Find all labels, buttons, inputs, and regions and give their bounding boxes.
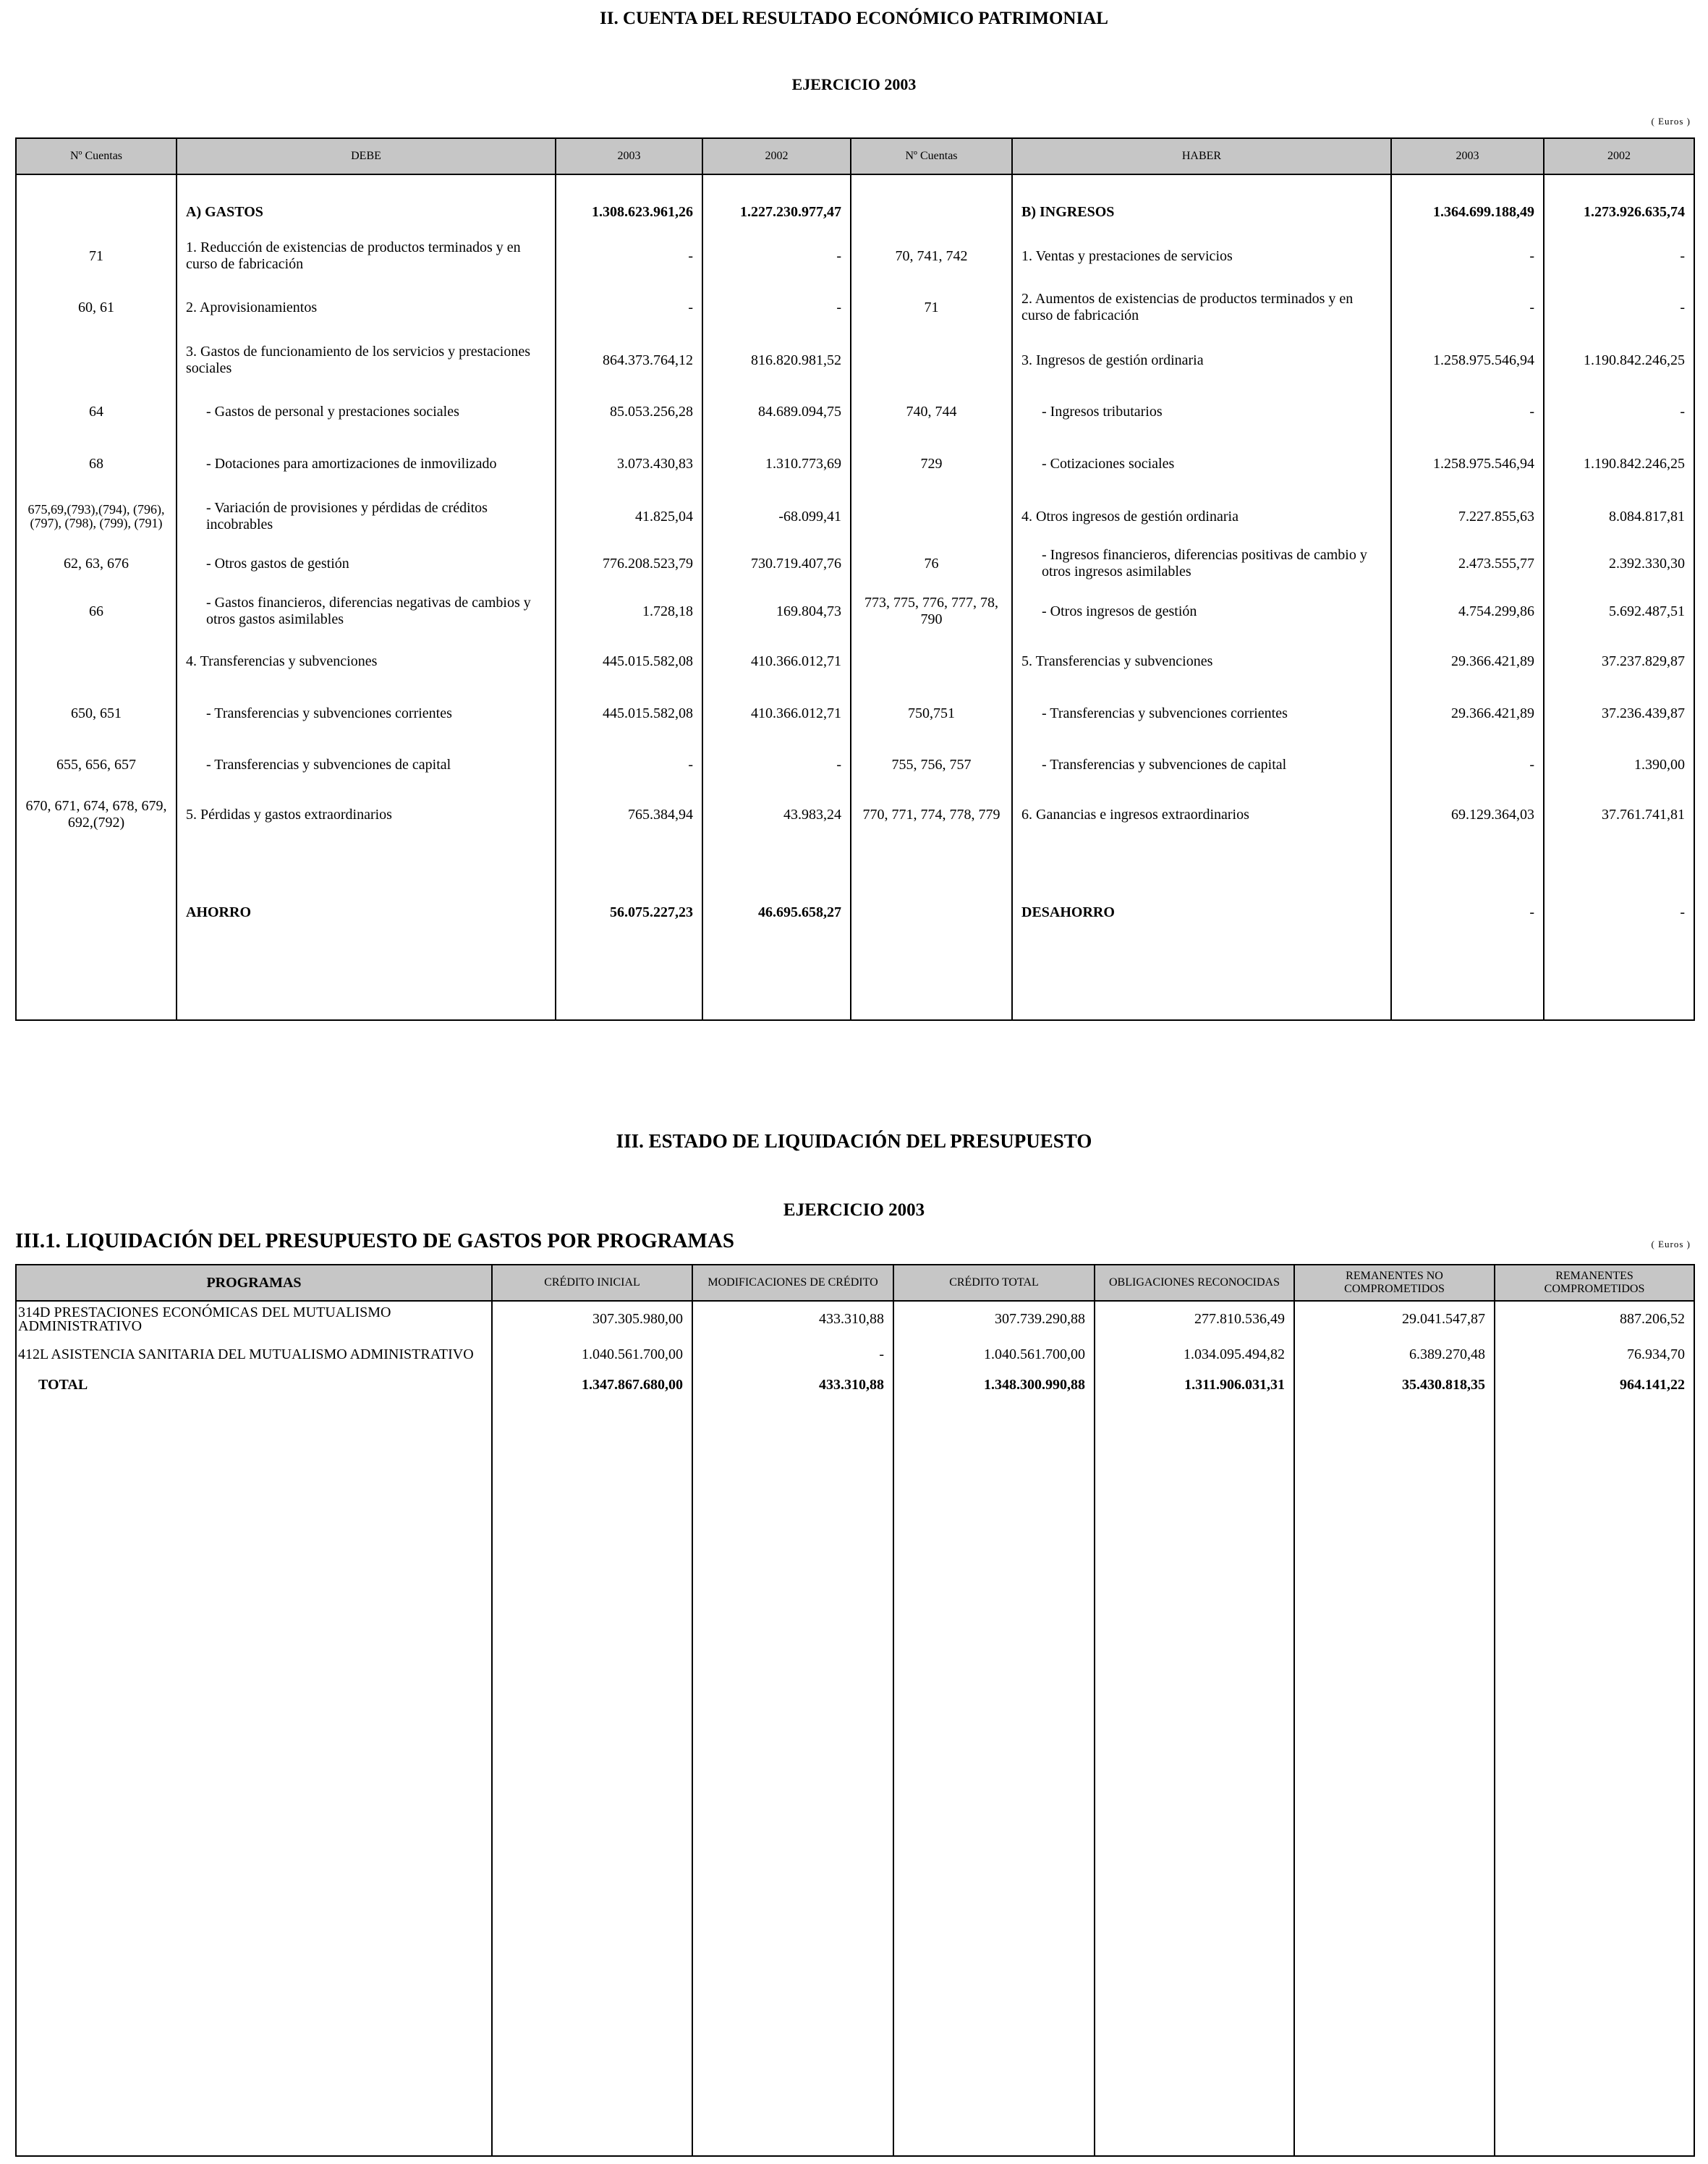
table-row: 412L ASISTENCIA SANITARIA DEL MUTUALISMO ADMINISTRATIVO 1.040.561.700,00 - 1.040.561.700,00 1.034.095.494,82 6.389.270,48 76.934,70 (16, 1337, 1694, 1372)
section2-subtitle: EJERCICIO 2003 (791, 75, 917, 93)
section3-unit: ( Euros ) (1651, 1239, 1691, 1249)
section3-title: III. ESTADO DE LIQUIDACIÓN DEL PRESUPUESTO (616, 1130, 1092, 1152)
header-credito-total: CRÉDITO TOTAL (893, 1265, 1095, 1301)
budget-table (15, 1264, 1695, 2157)
table-row: 71 1. Reducción de existencias de productos terminados y en curso de fabricación - - 70, 741, 742 1. Ventas y prestaciones de servicios - - (16, 230, 1694, 282)
table-row: 655, 656, 657 - Transferencias y subvenciones de capital - - 755, 756, 757 - Transferencias y subvenciones de capital - 1.390,00 (16, 741, 1694, 789)
header-debe: DEBE (177, 138, 556, 174)
table-row: 314D PRESTACIONES ECONÓMICAS DEL MUTUALISMO ADMINISTRATIVO 307.305.980,00 433.310,88 307.739.290,88 277.810.536,49 29.041.547,87 887.206,52 (16, 1301, 1694, 1337)
section3-subsection: III.1. LIQUIDACIÓN DEL PRESUPUESTO DE GASTOS POR PROGRAMAS (15, 1229, 734, 1252)
table-row: 4. Transferencias y subvenciones 445.015.582,08 410.366.012,71 5. Transferencias y subvenciones 29.366.421,89 37.237.829,87 (16, 637, 1694, 686)
header-remanentes: REMANENTES COMPROMETIDOS (1495, 1265, 1694, 1301)
results-table (15, 137, 1695, 1021)
header-modificaciones: MODIFICACIONES DE CRÉDITO (692, 1265, 893, 1301)
table-row: AHORRO 56.075.227,23 46.695.658,27 DESAHORRO - - (16, 891, 1694, 933)
header-cuentas-debe: Nº Cuentas (16, 138, 177, 174)
header-obligaciones: OBLIGACIONES RECONOCIDAS (1095, 1265, 1294, 1301)
header-haber-2002: 2002 (1544, 138, 1694, 174)
table-row: 68 - Dotaciones para amortizaciones de inmovilizado 3.073.430,83 1.310.773,69 729 - Cotizaciones sociales 1.258.975.546,94 1.190.842.246,25 (16, 436, 1694, 492)
table-row: 670, 671, 674, 678, 679, 692,(792) 5. Pérdidas y gastos extraordinarios 765.384,94 43.983,24 770, 771, 774, 778, 779 6. Ganancias e ingresos extraordinarios 69.129.364,03 37.761.741,81 (16, 789, 1694, 841)
header-remanentes-no: REMANENTES NO COMPROMETIDOS (1294, 1265, 1495, 1301)
table-row: 66 - Gastos financieros, diferencias negativas de cambios y otros gastos asimilables 1.728,18 169.804,73 773, 775, 776, 777, 78, 790 - Otros ingresos de gestión 4.754.299,86 5.692.487,51 (16, 586, 1694, 637)
section3-subtitle: EJERCICIO 2003 (783, 1200, 925, 1220)
table-row: 675,69,(793),(794), (796), (797), (798), (799), (791) - Variación de provisiones y pérdidas de créditos incobrables 41.825,04 -68.099,41 4. Otros ingresos de gestión ordinaria 7.227.855,63 8.084.817,81 (16, 492, 1694, 541)
header-haber: HABER (1012, 138, 1391, 174)
table-row: 60, 61 2. Aprovisionamientos - - 71 2. Aumentos de existencias de productos terminados y en curso de fabricación - - (16, 282, 1694, 333)
table-row: A) GASTOS 1.308.623.961,26 1.227.230.977,47 B) INGRESOS 1.364.699.188,49 1.273.926.635,74 (16, 194, 1694, 230)
table-row: 64 - Gastos de personal y prestaciones sociales 85.053.256,28 84.689.094,75 740, 744 - Ingresos tributarios - - (16, 388, 1694, 436)
section2-title: II. CUENTA DEL RESULTADO ECONÓMICO PATRIMONIAL (600, 9, 1108, 28)
header-haber-2003: 2003 (1391, 138, 1544, 174)
header-debe-2003: 2003 (556, 138, 702, 174)
section2-unit: ( Euros ) (1651, 116, 1691, 127)
header-debe-2002: 2002 (702, 138, 851, 174)
table-row: 650, 651 - Transferencias y subvenciones corrientes 445.015.582,08 410.366.012,71 750,751 - Transferencias y subvenciones corrientes 29.366.421,89 37.236.439,87 (16, 686, 1694, 741)
results-header-row (16, 138, 1694, 174)
header-programas: PROGRAMAS (16, 1265, 492, 1301)
table-row-total: TOTAL 1.347.867.680,00 433.310,88 1.348.300.990,88 1.311.906.031,31 35.430.818,35 964.141,22 (16, 1372, 1694, 1398)
header-credito-inicial: CRÉDITO INICIAL (492, 1265, 692, 1301)
table-row: 3. Gastos de funcionamiento de los servicios y prestaciones sociales 864.373.764,12 816.820.981,52 3. Ingresos de gestión ordinaria 1.258.975.546,94 1.190.842.246,25 (16, 333, 1694, 388)
table-row: 62, 63, 676 - Otros gastos de gestión 776.208.523,79 730.719.407,76 76 - Ingresos financieros, diferencias positivas de cambio y otros ingresos asimilables 2.473.555,77 2.392.330,30 (16, 541, 1694, 586)
budget-header-row (16, 1265, 1694, 1301)
header-cuentas-haber: Nº Cuentas (851, 138, 1012, 174)
